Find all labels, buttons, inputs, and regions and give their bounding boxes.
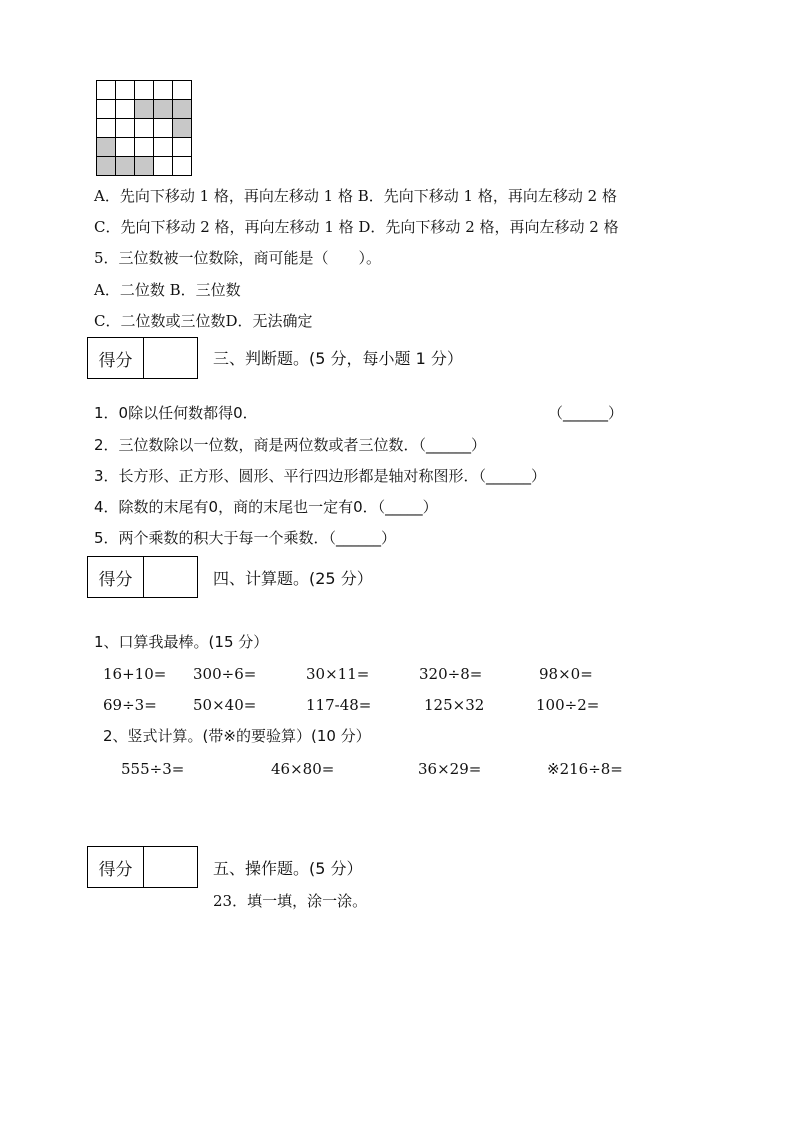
grid-cell (116, 81, 135, 100)
grid-figure (96, 80, 192, 176)
judge-item-4: 4．除数的末尾有0，商的末尾也一定有0．（_____） (94, 498, 438, 516)
vertical-3: 36×29= (418, 760, 482, 778)
oral-r1-5: 98×0= (539, 665, 593, 683)
grid-cell-shaded (173, 119, 192, 138)
oral-r2-3: 117-48= (306, 696, 372, 714)
score-blank[interactable] (144, 338, 197, 378)
oral-r2-2: 50×40= (193, 696, 257, 714)
score-box-section5 (87, 846, 198, 888)
section4-title: 四、计算题。(25 分） (213, 569, 373, 588)
score-blank[interactable] (144, 557, 197, 597)
grid-cell (154, 81, 173, 100)
grid-cell (173, 138, 192, 157)
section5-title: 五、操作题。(5 分） (213, 859, 363, 878)
judge-item-3: 3．长方形、正方形、圆形、平行四边形都是轴对称图形．（______） (94, 467, 547, 485)
grid-cell (154, 119, 173, 138)
q4-option-ab: A．先向下移动 1 格，再向左移动 1 格 B．先向下移动 1 格，再向左移动 2 格 (94, 187, 617, 205)
oral-r2-4: 125×32 (424, 696, 485, 714)
grid-cell-shaded (135, 100, 154, 119)
grid-cell (97, 119, 116, 138)
score-label: 得分 (88, 847, 144, 887)
judge-item-2: 2．三位数除以一位数，商是两位数或者三位数．（______） (94, 436, 487, 454)
oral-r1-3: 30×11= (306, 665, 370, 683)
oral-r1-2: 300÷6= (193, 665, 257, 683)
grid-cell-shaded (97, 157, 116, 176)
grid-cell (154, 157, 173, 176)
vertical-1: 555÷3= (121, 760, 185, 778)
q5-stem: 5．三位数被一位数除，商可能是（ ）。 (94, 249, 382, 267)
score-box-section4 (87, 556, 198, 598)
grid-cell (135, 119, 154, 138)
oral-r2-1: 69÷3= (103, 696, 157, 714)
grid-cell (116, 119, 135, 138)
section3-title: 三、判断题。(5 分，每小题 1 分） (213, 349, 463, 368)
grid-cell (135, 138, 154, 157)
judge-item-1: 1．0除以任何数都得0． (94, 404, 258, 422)
grid-cell-shaded (116, 157, 135, 176)
grid-cell (97, 81, 116, 100)
grid-cell (135, 81, 154, 100)
q4-option-cd: C．先向下移动 2 格，再向左移动 1 格 D．先向下移动 2 格，再向左移动 2 格 (94, 218, 619, 236)
grid-cell (116, 138, 135, 157)
q23-text: 23．填一填，涂一涂。 (213, 892, 368, 910)
grid-cell-shaded (135, 157, 154, 176)
score-box-section3 (87, 337, 198, 379)
q5-option-cd: C．二位数或三位数D．无法确定 (94, 312, 313, 330)
score-label: 得分 (88, 338, 144, 378)
oral-r1-4: 320÷8= (419, 665, 483, 683)
grid-cell (97, 100, 116, 119)
vertical-title: 2、竖式计算。(带※的要验算）(10 分） (103, 727, 371, 745)
grid-cell (173, 157, 192, 176)
vertical-4: ※216÷8= (547, 760, 623, 778)
vertical-2: 46×80= (271, 760, 335, 778)
grid-cell-shaded (97, 138, 116, 157)
oral-title: 1、口算我最棒。(15 分） (94, 633, 269, 651)
score-label: 得分 (88, 557, 144, 597)
grid-cell-shaded (173, 100, 192, 119)
grid-cell (116, 100, 135, 119)
grid-cell (173, 81, 192, 100)
grid-cell-shaded (154, 100, 173, 119)
grid-cell (154, 138, 173, 157)
score-blank[interactable] (144, 847, 197, 887)
q5-option-ab: A．二位数 B．三位数 (94, 281, 241, 299)
judge-item-5: 5．两个乘数的积大于每一个乘数．（______） (94, 529, 397, 547)
oral-r2-5: 100÷2= (536, 696, 600, 714)
judge-item-1-blank[interactable]: （______） (548, 404, 624, 422)
oral-r1-1: 16+10= (103, 665, 167, 683)
